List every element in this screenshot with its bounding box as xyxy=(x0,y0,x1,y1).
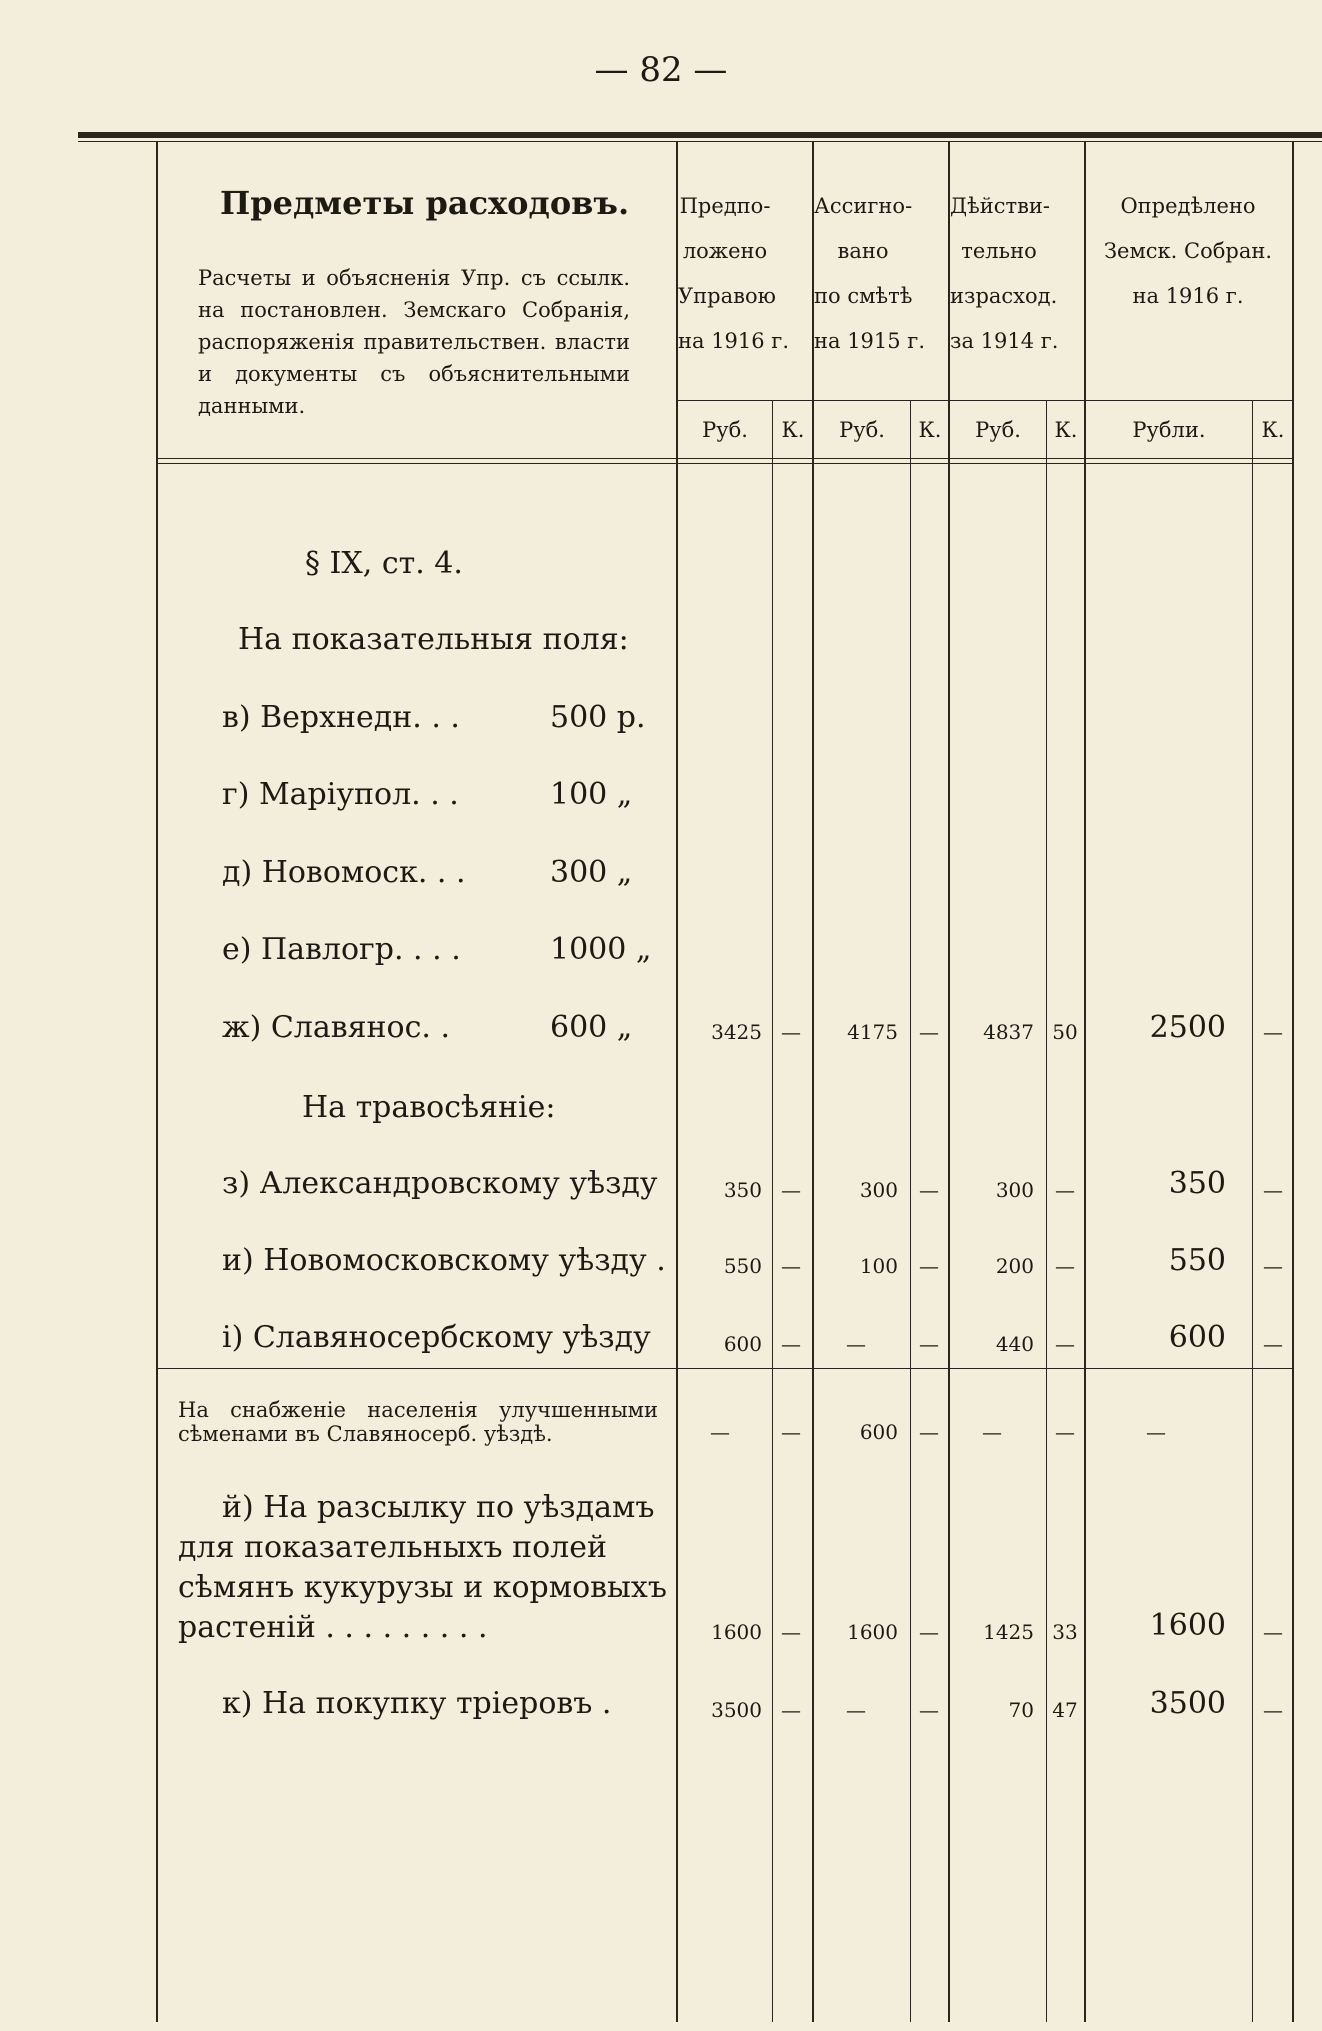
column-rule xyxy=(1046,400,1047,2022)
unit-kop: К. xyxy=(781,418,805,442)
value-spent-kop: 33 xyxy=(1052,1620,1078,1644)
value-assigned-rub: 300 xyxy=(859,1178,898,1202)
value-determined-rub: — xyxy=(1146,1420,1166,1444)
section-title: § IX, ст. 4. xyxy=(305,546,463,581)
unit-kop: К. xyxy=(1054,418,1078,442)
header-description: Расчеты и объясненія Упр. съ ссылк. на постановлен. Земскаго Собранія, распоряженія правительствен. власти и документы съ объяснительными данными. xyxy=(198,266,630,418)
value-spent-rub: 1425 xyxy=(983,1620,1034,1644)
row-rule xyxy=(156,1368,1292,1369)
page-number: — 82 — xyxy=(594,50,728,90)
value-determined-rub: 350 xyxy=(1168,1166,1226,1201)
column-header-proposed: Предпо- ложено Управою на 1916 г. xyxy=(678,194,789,353)
value-assigned-kop: — xyxy=(919,1698,939,1722)
value-proposed-rub: 1600 xyxy=(711,1620,762,1644)
value-spent-kop: — xyxy=(1055,1420,1075,1444)
value-assigned-kop: — xyxy=(919,1420,939,1444)
mailing-label-line: для показательныхъ полей xyxy=(178,1530,607,1565)
row-label: и) Новомосковскому уѣзду . xyxy=(222,1243,666,1278)
value-spent-rub: 70 xyxy=(1008,1698,1034,1722)
value-spent-kop: 50 xyxy=(1052,1020,1078,1044)
value-spent-kop: 47 xyxy=(1052,1698,1078,1722)
value-determined-kop: — xyxy=(1263,1620,1283,1644)
column-header-determined: Опредѣлено Земск. Собран. на 1916 г. xyxy=(1103,194,1273,308)
value-spent-rub: 440 xyxy=(995,1332,1034,1356)
header-bottom-rule xyxy=(156,458,1292,459)
top-rule xyxy=(78,132,1322,138)
value-assigned-kop: — xyxy=(919,1620,939,1644)
value-assigned-rub: 4175 xyxy=(847,1020,898,1044)
field-amount: 1000 „ xyxy=(550,932,652,967)
field-label: е) Павлогр. . . . xyxy=(222,932,461,967)
column-header-spent: Дѣйстви- тельно израсход. за 1914 г. xyxy=(950,194,1059,353)
field-label: д) Новомоск. . . xyxy=(222,855,466,890)
field-label: в) Верхнедн. . . xyxy=(222,700,460,735)
value-determined-rub: 2500 xyxy=(1149,1010,1226,1045)
field-amount: 100 „ xyxy=(550,777,633,812)
unit-kop: К. xyxy=(1261,418,1285,442)
value-proposed-rub: — xyxy=(710,1420,730,1444)
value-proposed-rub: 3500 xyxy=(711,1698,762,1722)
header-bottom-rule-double xyxy=(156,463,1292,464)
field-label: ж) Славянос. . xyxy=(222,1010,451,1045)
value-determined-rub: 3500 xyxy=(1149,1686,1226,1721)
top-rule-thin xyxy=(78,141,1322,142)
value-determined-rub: 1600 xyxy=(1149,1608,1226,1643)
field-label: г) Маріупол. . . xyxy=(222,777,459,812)
column-rule xyxy=(1292,142,1294,2022)
field-amount: 300 „ xyxy=(550,855,633,890)
header-title: Предметы расходовъ. xyxy=(220,184,630,222)
value-determined-kop: — xyxy=(1263,1020,1283,1044)
unit-rub: Руб. xyxy=(975,418,1021,442)
column-rule xyxy=(910,400,911,2022)
value-determined-kop: — xyxy=(1263,1254,1283,1278)
row-label: з) Александровскому уѣзду xyxy=(222,1166,658,1201)
value-assigned-kop: — xyxy=(919,1020,939,1044)
mailing-label-line: растеній . . . . . . . . . xyxy=(178,1610,488,1645)
value-spent-kop: — xyxy=(1055,1332,1075,1356)
unit-rub: Руб. xyxy=(702,418,748,442)
field-amount: 600 „ xyxy=(550,1010,633,1045)
value-proposed-kop: — xyxy=(781,1254,801,1278)
value-proposed-rub: 550 xyxy=(723,1254,762,1278)
value-proposed-kop: — xyxy=(781,1020,801,1044)
value-proposed-kop: — xyxy=(781,1698,801,1722)
value-spent-rub: 300 xyxy=(995,1178,1034,1202)
value-proposed-kop: — xyxy=(781,1420,801,1444)
value-assigned-rub: — xyxy=(846,1332,866,1356)
value-spent-rub: 200 xyxy=(995,1254,1034,1278)
fields-heading: На показательныя поля: xyxy=(238,622,629,657)
value-determined-rub: 600 xyxy=(1168,1320,1226,1355)
unit-kop: К. xyxy=(918,418,942,442)
column-rule xyxy=(772,400,773,2022)
value-determined-kop: — xyxy=(1263,1698,1283,1722)
unit-rubles: Рубли. xyxy=(1132,418,1206,442)
value-assigned-kop: — xyxy=(919,1332,939,1356)
triers-label: к) На покупку тріеровъ . xyxy=(222,1686,612,1721)
column-rule xyxy=(156,142,158,2022)
seeds-label: На снабженіе населенія улучшенными сѣменами въ Славяносерб. уѣздѣ. xyxy=(178,1398,658,1446)
value-spent-rub: — xyxy=(982,1420,1002,1444)
value-spent-kop: — xyxy=(1055,1178,1075,1202)
value-assigned-rub: 600 xyxy=(859,1420,898,1444)
mailing-label-line: й) На разсылку по уѣздамъ xyxy=(222,1490,655,1525)
value-proposed-rub: 600 xyxy=(723,1332,762,1356)
mailing-label-line: сѣмянъ кукурузы и кормовыхъ xyxy=(178,1570,667,1605)
value-proposed-kop: — xyxy=(781,1332,801,1356)
unit-rub: Руб. xyxy=(839,418,885,442)
column-header-assigned: Ассигно- вано по смѣтѣ на 1915 г. xyxy=(814,194,925,353)
value-determined-kop: — xyxy=(1263,1178,1283,1202)
grass-heading: На травосѣяніе: xyxy=(302,1090,556,1125)
value-proposed-rub: 3425 xyxy=(711,1020,762,1044)
value-determined-rub: 550 xyxy=(1168,1243,1226,1278)
value-assigned-rub: — xyxy=(846,1698,866,1722)
value-proposed-kop: — xyxy=(781,1620,801,1644)
value-assigned-kop: — xyxy=(919,1254,939,1278)
row-label: і) Славяносербскому уѣзду xyxy=(222,1320,651,1355)
column-rule xyxy=(1252,400,1253,2022)
value-proposed-rub: 350 xyxy=(723,1178,762,1202)
field-amount: 500 р. xyxy=(550,700,646,735)
value-proposed-kop: — xyxy=(781,1178,801,1202)
value-determined-kop: — xyxy=(1263,1332,1283,1356)
value-assigned-rub: 1600 xyxy=(847,1620,898,1644)
value-assigned-rub: 100 xyxy=(859,1254,898,1278)
value-spent-kop: — xyxy=(1055,1254,1075,1278)
header-rule xyxy=(676,400,1292,401)
value-assigned-kop: — xyxy=(919,1178,939,1202)
value-spent-rub: 4837 xyxy=(983,1020,1034,1044)
